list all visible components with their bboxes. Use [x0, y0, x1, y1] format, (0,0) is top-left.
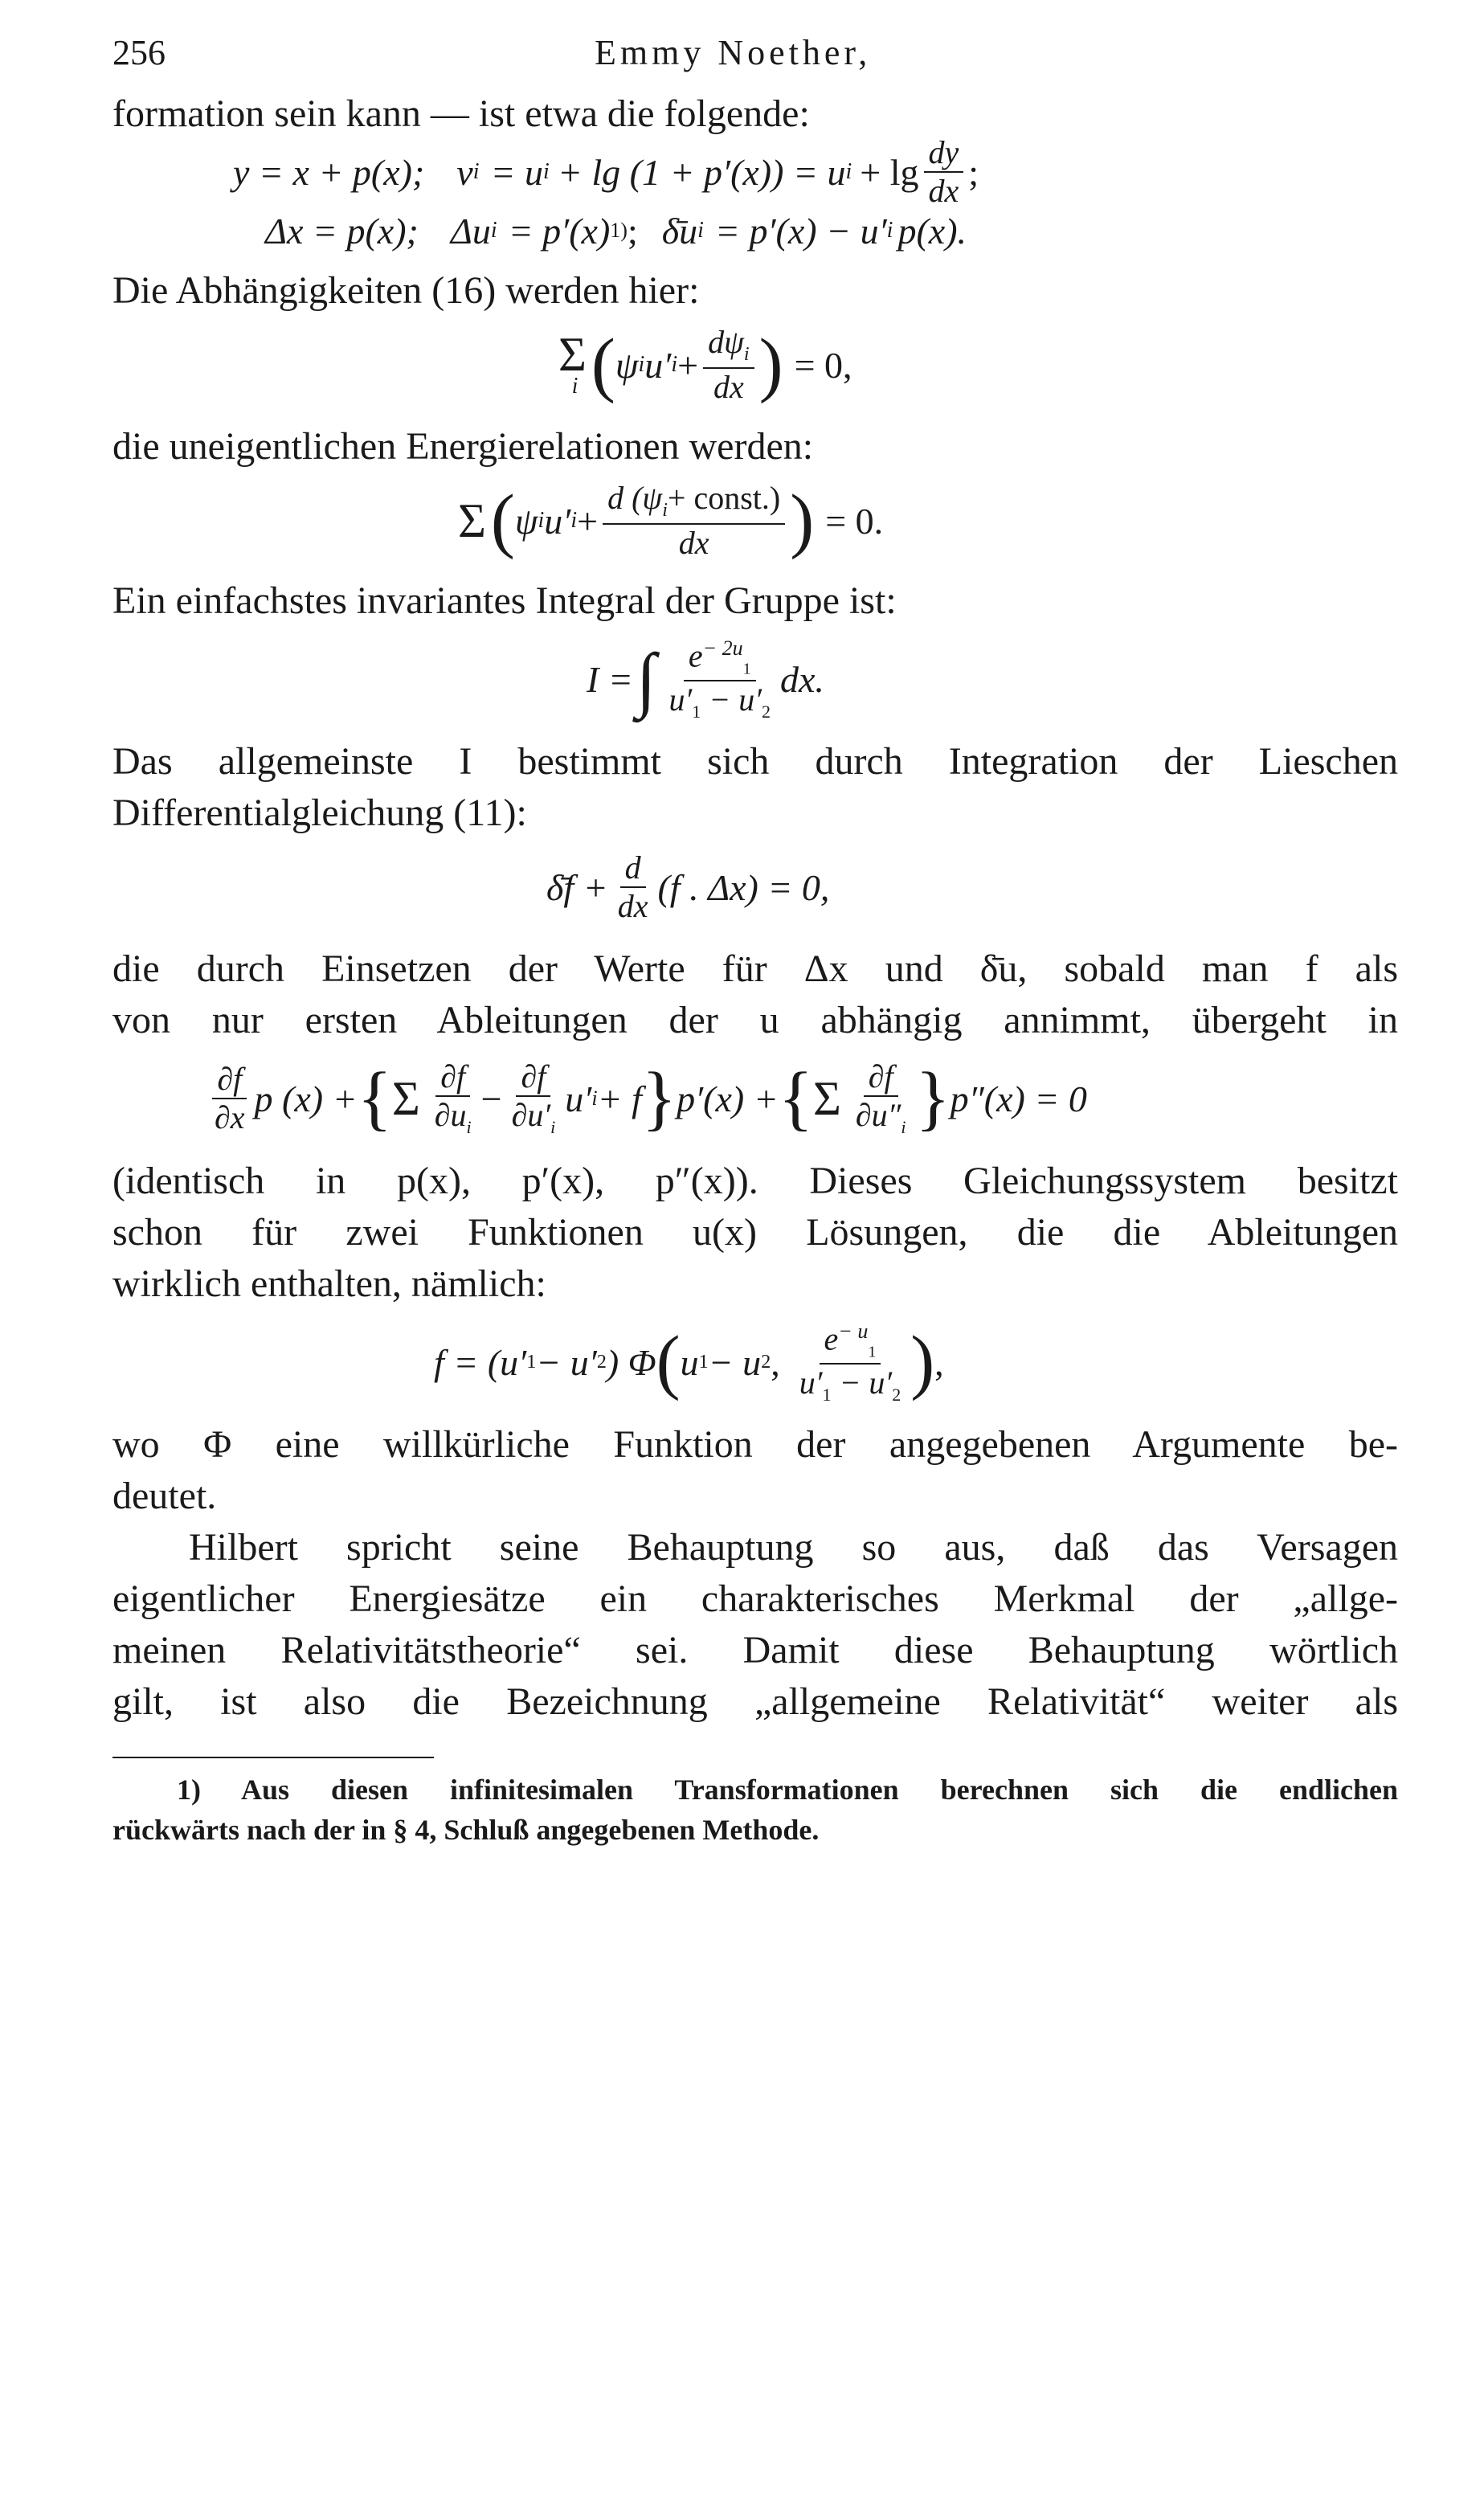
eq3-plus: +: [677, 344, 699, 386]
eq1-fraction-num: dy: [924, 136, 964, 173]
eq7-fraction-2-den-sub: i: [466, 1117, 472, 1138]
eq1-part-b: v: [456, 151, 473, 193]
equation-2: [265, 204, 1398, 257]
eq1-part-e: + lg: [860, 151, 919, 193]
eq3-sum-sub: i: [571, 374, 578, 399]
text-line-10: schon für zwei Funktionen u(x) Lösungen, die die Ableitungen: [112, 1211, 1398, 1254]
eq7-fraction-4: [851, 1060, 911, 1136]
text-line-6: Differentialgleichung (11):: [112, 792, 527, 834]
eq8-end: ,: [934, 1341, 944, 1383]
text-line-3: die uneigentlichen Energierelationen werden:: [112, 425, 814, 468]
eq8-fraction-num-sup-sub: 1: [868, 1343, 877, 1361]
text-line-9: (identisch in p(x), p′(x), p″(x)). Dieses Gleichungssystem besitzt: [112, 1160, 1398, 1202]
eq5-integral: ∫: [636, 639, 656, 719]
eq2-part-c: = p′(x): [508, 210, 611, 252]
footnote-line-2: rückwärts nach der in § 4, Schluß angegebenen Methode.: [112, 1814, 820, 1846]
footnote: [112, 1770, 1398, 1850]
eq7-open-brace-2: {: [778, 1058, 813, 1138]
footnote-line-1: 1) Aus diesen infinitesimalen Transformationen berechnen sich die endlichen: [177, 1774, 1398, 1806]
eq7-fraction-4-den-sub: i: [901, 1117, 906, 1138]
text-line-16: meinen Relativitätstheorie“ sei. Damit diese Behauptung wörtlich: [112, 1629, 1398, 1671]
text-line-7: die durch Einsetzen der Werte für Δx und δ̄u, sobald man f als: [112, 947, 1398, 990]
eq2-part-g: p(x).: [897, 210, 967, 252]
eq7-fraction-2-num: ∂f: [435, 1060, 470, 1097]
eq3-fraction: [703, 325, 754, 403]
equation-6: [546, 839, 1398, 935]
text-line-13: deutet.: [112, 1475, 217, 1517]
eq2-part-b-sub: i: [490, 218, 497, 243]
equation-1: [233, 134, 1398, 209]
eq7-close-brace-2: }: [915, 1058, 950, 1138]
eq8-comma: ,: [771, 1341, 780, 1383]
eq8-lhs2-sub: 2: [596, 1351, 607, 1373]
eq8-arg2-sub: 2: [761, 1351, 771, 1373]
eq3-fraction-num-sub: i: [743, 344, 750, 366]
eq3-fraction-den: dx: [713, 368, 744, 405]
eq7-sum-2: Σ: [812, 1071, 841, 1125]
eq1-part-c-sub: i: [543, 159, 550, 184]
eq7-fraction-2: [430, 1060, 476, 1136]
text-line-2: Die Abhängigkeiten (16) werden hier:: [112, 269, 700, 312]
eq7-fraction-1: [210, 1062, 250, 1135]
equation-7: [205, 1046, 1398, 1151]
eq7-fraction-3-den-sub: i: [550, 1117, 556, 1138]
eq8-open-paren: (: [656, 1322, 681, 1401]
eq2-part-f: = p′(x) − u′: [714, 210, 887, 252]
eq8-fraction-den2: − u′: [839, 1364, 893, 1401]
text-line-4: Ein einfachstes invariantes Integral der Gruppe ist:: [112, 579, 897, 622]
eq7-fraction-3-num: ∂f: [516, 1060, 550, 1097]
eq7-part-c: + f: [597, 1078, 642, 1119]
eq8-fraction-num: e: [824, 1320, 839, 1357]
eq7-part-b-sub: i: [591, 1086, 598, 1110]
eq1-part-d-sub: i: [845, 159, 852, 184]
eq4-fraction: [603, 481, 785, 559]
text-line-1: formation sein kann — ist etwa die folgende:: [112, 92, 810, 135]
footnote-rule: [112, 1757, 434, 1758]
eq8-fraction-den: u′: [799, 1364, 823, 1401]
text-line-8: von nur ersten Ableitungen der u abhängig annimmt, übergeht in: [112, 999, 1398, 1041]
eq7-sum-1: Σ: [391, 1071, 420, 1125]
eq7-fraction-4-num: ∂f: [864, 1060, 898, 1097]
eq7-fraction-2-den: ∂u: [434, 1097, 467, 1134]
eq1-fraction-den: dx: [928, 173, 959, 209]
equation-5: [587, 627, 1398, 731]
text-line-5: Das allgemeinste I bestimmt sich durch Integration der Lieschen: [112, 740, 1398, 783]
eq1-part-d: + lg (1 + p′(x)) = u: [557, 151, 846, 193]
eq8-lhs2: − u′: [536, 1341, 597, 1383]
eq7-part-d: p′(x) +: [677, 1078, 779, 1119]
eq5-fraction: [664, 637, 776, 720]
eq4-inner2: u′: [544, 500, 571, 542]
eq5-lhs: I =: [587, 658, 633, 700]
equation-3: [558, 317, 1398, 413]
eq7-fraction-4-den: ∂u″: [855, 1097, 901, 1134]
eq7-part-e: p″(x) = 0: [950, 1078, 1087, 1119]
eq4-inner: ψ: [514, 500, 538, 542]
eq2-part-a: Δx = p(x);: [265, 210, 419, 252]
eq3-rhs: = 0,: [794, 344, 852, 386]
eq1-part-c: = u: [490, 151, 544, 193]
eq4-open-paren: (: [490, 481, 515, 560]
text-line-11: wirklich enthalten, nämlich:: [112, 1262, 546, 1305]
eq4-rhs: = 0.: [825, 500, 884, 542]
running-head-author: Emmy Noether,: [595, 33, 872, 72]
eq7-fraction-1-den: ∂x: [215, 1099, 245, 1135]
eq7-part-a: p (x) +: [254, 1078, 358, 1119]
eq5-end: dx.: [780, 658, 824, 700]
eq4-fraction-num-sub: i: [662, 500, 668, 522]
text-line-14: Hilbert spricht seine Behauptung so aus, daß das Versagen: [189, 1526, 1398, 1569]
eq3-fraction-num: dψ: [708, 324, 744, 361]
eq6-part-a: δ̄f +: [546, 866, 608, 908]
eq5-fraction-num-sup-sub: 1: [742, 660, 751, 678]
eq8-fraction: [795, 1320, 906, 1403]
eq3-sum: Σ: [558, 328, 587, 382]
eq2-part-f-sub: i: [886, 218, 893, 243]
eq8-fraction-den-sub: 1: [822, 1384, 832, 1405]
eq8-fraction-num-sup: − u: [838, 1320, 869, 1344]
eq1-part-b-sub: i: [472, 159, 480, 184]
eq5-fraction-den2: − u′: [709, 681, 762, 718]
eq3-inner2: u′: [644, 344, 672, 386]
eq4-fraction-den: dx: [678, 524, 709, 561]
eq4-inner2-sub: i: [570, 508, 578, 533]
eq8-lhs: f = (u′: [434, 1341, 527, 1383]
eq2-part-e-sub: i: [697, 218, 704, 243]
text-line-17: gilt, ist also die Bezeichnung „allgemeine Relativität“ weiter als: [112, 1680, 1398, 1723]
eq4-close-paren: ): [790, 481, 815, 560]
eq4-sum: Σ: [458, 493, 486, 547]
eq7-close-brace-1: }: [641, 1058, 677, 1138]
eq4-inner-sub: i: [538, 508, 545, 533]
eq4-fraction-num: d (ψ: [607, 480, 663, 517]
eq6-fraction-den: dx: [617, 888, 648, 924]
eq3-inner: ψ: [615, 344, 639, 386]
equation-8: [434, 1310, 1398, 1414]
eq6-part-b: (f . Δx) = 0,: [657, 866, 830, 908]
eq4-plus: +: [577, 500, 599, 542]
eq5-fraction-den2-sub: 2: [762, 701, 771, 722]
running-head: [112, 32, 1398, 88]
text-line-12: wo Φ eine willkürliche Funktion der angegebenen Argumente be-: [112, 1423, 1398, 1466]
eq4-fraction-num2: + const.): [667, 480, 781, 517]
eq8-fraction-den2-sub: 2: [892, 1384, 901, 1405]
eq7-part-b: u′: [565, 1078, 592, 1119]
eq3-inner-sub: i: [638, 352, 645, 377]
eq3-inner2-sub: i: [671, 352, 678, 377]
text-line-15: eigentlicher Energiesätze ein charakterisches Merkmal der „allge-: [112, 1577, 1398, 1620]
eq1-part-a: y = x + p(x);: [233, 151, 425, 193]
eq5-fraction-den-sub: 1: [692, 701, 701, 722]
eq5-fraction-num: e: [688, 637, 703, 674]
eq7-open-brace-1: {: [357, 1058, 392, 1138]
eq1-end: ;: [968, 151, 979, 193]
eq5-fraction-num-sup: − 2u: [702, 636, 743, 661]
eq8-close-paren: ): [910, 1322, 935, 1401]
eq7-fraction-1-num: ∂f: [212, 1062, 247, 1099]
equation-4: [458, 473, 1398, 569]
page-number: 256: [112, 33, 166, 72]
eq8-lhs-sub: 1: [526, 1351, 537, 1373]
eq3-close-paren: ): [758, 325, 783, 404]
eq7-fraction-3: [507, 1060, 561, 1136]
eq6-fraction-num: d: [620, 851, 646, 888]
eq2-part-e: δ̄u: [661, 210, 698, 252]
eq7-fraction-3-den: ∂u′: [511, 1097, 551, 1134]
eq5-fraction-den: u′: [668, 681, 693, 718]
eq8-lhs3: ) Φ: [606, 1341, 656, 1383]
eq7-minus: −: [480, 1078, 502, 1119]
eq8-arg1: u: [680, 1341, 699, 1383]
eq2-part-d: ;: [627, 210, 638, 252]
eq6-fraction: [613, 851, 653, 923]
eq2-part-c-sup: 1): [610, 219, 628, 242]
eq2-part-b: Δu: [450, 210, 491, 252]
eq3-open-paren: (: [591, 325, 615, 404]
eq8-arg1-sub: 1: [698, 1351, 709, 1373]
eq8-arg2: − u: [708, 1341, 762, 1383]
eq1-fraction: [924, 136, 964, 208]
page: [112, 32, 1398, 1850]
